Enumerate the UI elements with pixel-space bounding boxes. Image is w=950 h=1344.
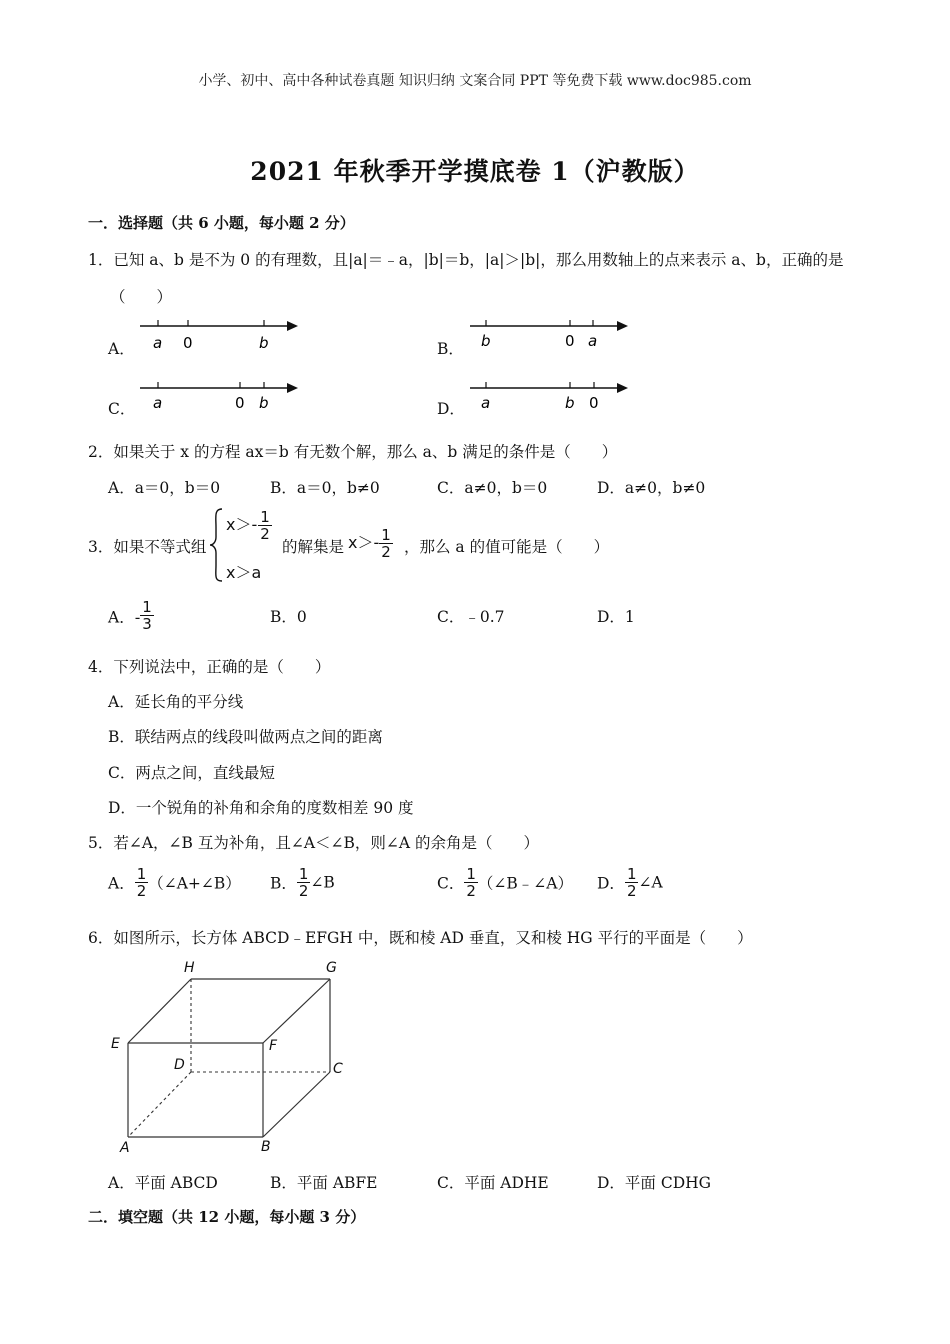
question-4-stem: 4．下列说法中，正确的是（ ） (88, 658, 331, 676)
q3-ineq1-fraction: $\frac{1}{2}$ (260, 508, 270, 543)
vertex-h-label: H (184, 960, 195, 976)
q1a-label-3: b (259, 334, 269, 352)
q3-option-c: C．﹣0.7 (437, 608, 505, 626)
q5-option-a-expr: （∠A+∠B） (148, 874, 241, 893)
q1b-label-1: b (481, 332, 491, 350)
q3-inequality-1 (226, 509, 272, 542)
q1-option-a-letter: A． (108, 340, 135, 358)
q1d-label-2: b (565, 394, 575, 412)
cuboid-figure (100, 955, 360, 1155)
vertex-b-label: B (261, 1139, 271, 1155)
page-header: 小学、初中、高中各种试卷真题 知识归纳 文案合同 PPT 等免费下载 www.doc985.com (198, 73, 752, 89)
q6-option-b: B．平面 ABFE (270, 1174, 378, 1192)
question-2-stem: 2．如果关于 x 的方程 ax＝b 有无数个解，那么 a、b 满足的条件是（ ） (88, 443, 618, 461)
q5-option-d-fraction: $\frac{1}{2}$ (626, 865, 637, 900)
q5-option-c-expr: （∠B﹣∠A） (477, 874, 573, 893)
q5-option-c-fraction: $\frac{1}{2}$ (466, 865, 476, 900)
q5-option-a (108, 866, 241, 899)
q6-option-d: D．平面 CDHG (597, 1174, 712, 1192)
q3-option-a (108, 598, 154, 633)
q2-option-b: B．a＝0，b≠0 (270, 479, 380, 497)
q1b-label-3: a (588, 332, 598, 350)
vertex-g-label: G (326, 960, 337, 976)
q3-option-a-fraction: $\frac{1}{3}$ (142, 598, 152, 633)
q5-option-a-fraction: $\frac{1}{2}$ (136, 865, 147, 900)
q3-inequality-2: x＞a (226, 563, 262, 582)
vertex-d-label: D (174, 1057, 185, 1073)
q5-option-c (437, 866, 573, 899)
q1-option-c-number-line (136, 378, 306, 414)
q3-ineq1-text: x＞- (226, 515, 258, 534)
question-1-stem: 1．已知 a、b 是不为 0 的有理数，且|a|＝﹣a，|b|＝b，|a|＞|b|，那么用数轴上的点来表示 a、b，正确的是 (88, 251, 844, 269)
q3-option-a-neg: - (134, 608, 141, 627)
q3-sol-text: x＞- (348, 533, 380, 552)
vertex-a-label: A (120, 1140, 130, 1155)
q1d-label-3: 0 (589, 394, 599, 412)
q3-suffix: ，那么 a 的值可能是（ ） (404, 538, 610, 556)
q5-option-a-letter: A． (108, 874, 135, 893)
q1-option-a-number-line (136, 316, 306, 352)
q5-option-b-expr: ∠B (310, 873, 335, 892)
question-6-stem: 6．如图所示，长方体 ABCD﹣EFGH 中，既和棱 AD 垂直，又和棱 HG 平行的平面是（ ） (88, 929, 753, 947)
q4-option-a: A．延长角的平分线 (108, 693, 244, 711)
q5-option-d (597, 866, 663, 899)
q3-middle-text: 的解集是 (282, 538, 345, 556)
q1b-label-2: 0 (565, 332, 575, 350)
q2-option-a: A．a＝0，b＝0 (108, 479, 221, 497)
q5-option-b-fraction: $\frac{1}{2}$ (298, 865, 309, 900)
q1a-label-1: a (153, 334, 163, 352)
q2-option-c: C．a≠0，b＝0 (437, 479, 548, 497)
q3-option-d: D．1 (597, 608, 635, 626)
q5-option-d-expr: ∠A (638, 873, 663, 892)
vertex-e-label: E (111, 1036, 120, 1052)
q1-option-d-number-line (466, 378, 636, 414)
question-3-prefix: 3．如果不等式组 (88, 538, 207, 556)
q5-option-d-letter: D． (597, 874, 625, 893)
q3-sol-fraction: $\frac{1}{2}$ (381, 526, 391, 561)
q1-option-d-letter: D． (437, 400, 465, 418)
q3-option-a-letter: A． (108, 608, 135, 627)
q1a-label-2: 0 (183, 334, 193, 352)
q1c-label-1: a (153, 394, 163, 412)
q5-option-b-letter: B． (270, 874, 297, 893)
vertex-f-label: F (269, 1038, 278, 1054)
q4-option-b: B．联结两点的线段叫做两点之间的距离 (108, 728, 383, 746)
page-title: 2021 年秋季开学摸底卷 1（沪教版） (250, 157, 700, 186)
q6-option-a: A．平面 ABCD (108, 1174, 218, 1192)
q2-option-d: D．a≠0，b≠0 (597, 479, 706, 497)
question-1-paren: （ ） (110, 288, 173, 306)
q3-option-b: B．0 (270, 608, 307, 626)
section-heading-fill: 二．填空题（共 12 小题，每小题 3 分） (88, 1208, 366, 1226)
q3-solution-set (348, 527, 393, 560)
q1d-label-1: a (481, 394, 491, 412)
q5-option-b (270, 866, 335, 899)
q6-option-c: C．平面 ADHE (437, 1174, 549, 1192)
q1-option-b-letter: B． (437, 340, 464, 358)
question-5-stem: 5．若∠A，∠B 互为补角，且∠A＜∠B，则∠A 的余角是（ ） (88, 834, 540, 852)
q4-option-c: C．两点之间，直线最短 (108, 764, 275, 782)
q1c-label-2: 0 (235, 394, 245, 412)
q1-option-b-number-line (466, 316, 636, 352)
q4-option-d: D．一个锐角的补角和余角的度数相差 90 度 (108, 799, 414, 817)
q5-option-c-letter: C． (437, 874, 465, 893)
q1c-label-3: b (259, 394, 269, 412)
system-brace (208, 507, 226, 583)
q1-option-c-letter: C． (108, 400, 136, 418)
section-heading-choice: 一．选择题（共 6 小题，每小题 2 分） (88, 214, 355, 232)
vertex-c-label: C (333, 1061, 343, 1077)
